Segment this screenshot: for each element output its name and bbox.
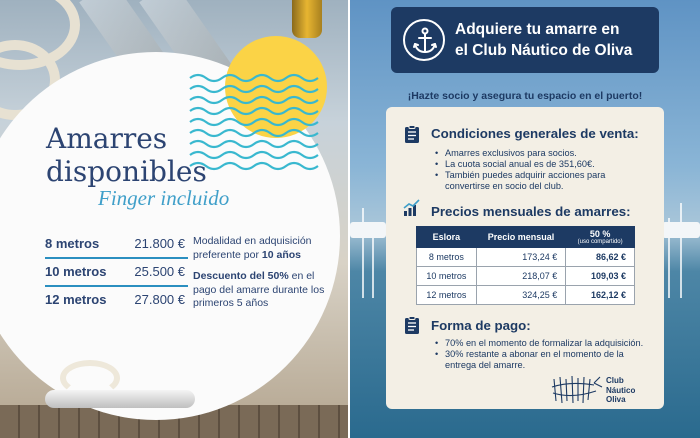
modality-years: 10 años	[261, 248, 301, 261]
anchor-badge	[403, 19, 445, 61]
price-row-12m	[45, 292, 185, 307]
cell-half: 86,62 €	[566, 248, 635, 267]
anchor-icon	[412, 27, 438, 55]
cell-monthly: 173,24 €	[476, 248, 566, 267]
col-header-monthly: Precio mensual	[476, 227, 566, 248]
price-value: 21.800 €	[134, 236, 185, 251]
length-label: 10 metros	[45, 264, 107, 279]
list-item: • La cuota social anual es de 351,60€.	[435, 159, 605, 170]
club-logo-text	[606, 376, 635, 405]
header-line-2: el Club Náutico de Oliva	[455, 42, 633, 59]
list-item: • 70% en el momento de formalizar la adquisición.	[435, 338, 643, 349]
list-item: • También puedes adquirir acciones para	[435, 170, 605, 181]
conditions-list	[435, 148, 605, 192]
waves-icon	[188, 72, 323, 182]
divider	[45, 285, 188, 287]
header-banner	[391, 7, 659, 73]
cleat-rope	[60, 360, 120, 396]
logo-line-2: Náutico	[606, 385, 636, 395]
table-row	[417, 267, 635, 286]
cell-monthly: 218,07 €	[476, 267, 566, 286]
title-line-1: Amarres	[46, 122, 168, 155]
right-panel	[350, 0, 700, 438]
discount-bold: Descuento del 50%	[193, 270, 289, 282]
col-header-half-note: (uso compartido)	[577, 238, 623, 245]
modality-note	[193, 235, 333, 262]
chart-icon	[403, 199, 421, 217]
cell-half: 162,12 €	[566, 286, 635, 305]
boat-mast	[680, 203, 682, 298]
price-row-10m	[45, 264, 185, 279]
divider	[45, 257, 188, 259]
moored-boat	[662, 222, 700, 238]
conditions-title: Condiciones generales de venta:	[431, 126, 639, 141]
prices-title: Precios mensuales de amarres:	[431, 204, 631, 219]
title-line-2: disponibles	[46, 155, 207, 188]
modality-text: Modalidad en adquisición preferente por	[193, 235, 312, 261]
logo-line-3: Oliva	[606, 395, 626, 404]
length-label: 12 metros	[45, 292, 107, 307]
price-value: 27.800 €	[134, 292, 185, 307]
table-header-row	[417, 227, 635, 248]
cell-monthly: 324,25 €	[476, 286, 566, 305]
payment-title: Forma de pago:	[431, 318, 531, 333]
price-value: 25.500 €	[134, 264, 185, 279]
prices-table	[416, 226, 635, 305]
price-row-8m	[45, 236, 185, 251]
discount-note	[193, 270, 333, 311]
header-title	[455, 19, 632, 61]
col-header-half	[566, 227, 635, 248]
list-item: • Amarres exclusivos para socios.	[435, 148, 605, 159]
list-item-continued: entrega del amarre.	[445, 360, 526, 370]
discount-text: en el pago del amarre durante los primeros 5 años	[193, 270, 325, 309]
cell-length: 12 metros	[417, 286, 477, 305]
tagline: ¡Hazte socio y asegura tu espacio en el puerto!	[407, 90, 643, 102]
list-item-continued: convertirse en socio del club.	[445, 181, 564, 191]
table-row	[417, 286, 635, 305]
list-item: • 30% restante a abonar en el momento de la	[435, 349, 643, 360]
cell-length: 8 metros	[417, 248, 477, 267]
payment-list	[435, 338, 643, 371]
page-title	[46, 122, 207, 188]
header-line-1: Adquiere tu amarre en	[455, 21, 620, 38]
cell-half: 109,03 €	[566, 267, 635, 286]
col-header-half-label: 50 %	[589, 228, 611, 239]
col-header-eslora: Eslora	[417, 227, 477, 248]
club-logo-icon	[550, 373, 610, 407]
left-panel	[0, 0, 348, 438]
bollard	[292, 0, 322, 38]
clipboard-icon	[403, 316, 421, 334]
table-row	[417, 248, 635, 267]
cell-length: 10 metros	[417, 267, 477, 286]
clipboard-icon	[403, 125, 421, 143]
subtitle: Finger incluido	[98, 186, 230, 210]
logo-line-1: Club	[606, 376, 624, 385]
boat-mast	[372, 228, 374, 298]
length-label: 8 metros	[45, 236, 100, 251]
dock-cleat	[45, 390, 195, 408]
moored-boat	[350, 222, 386, 238]
